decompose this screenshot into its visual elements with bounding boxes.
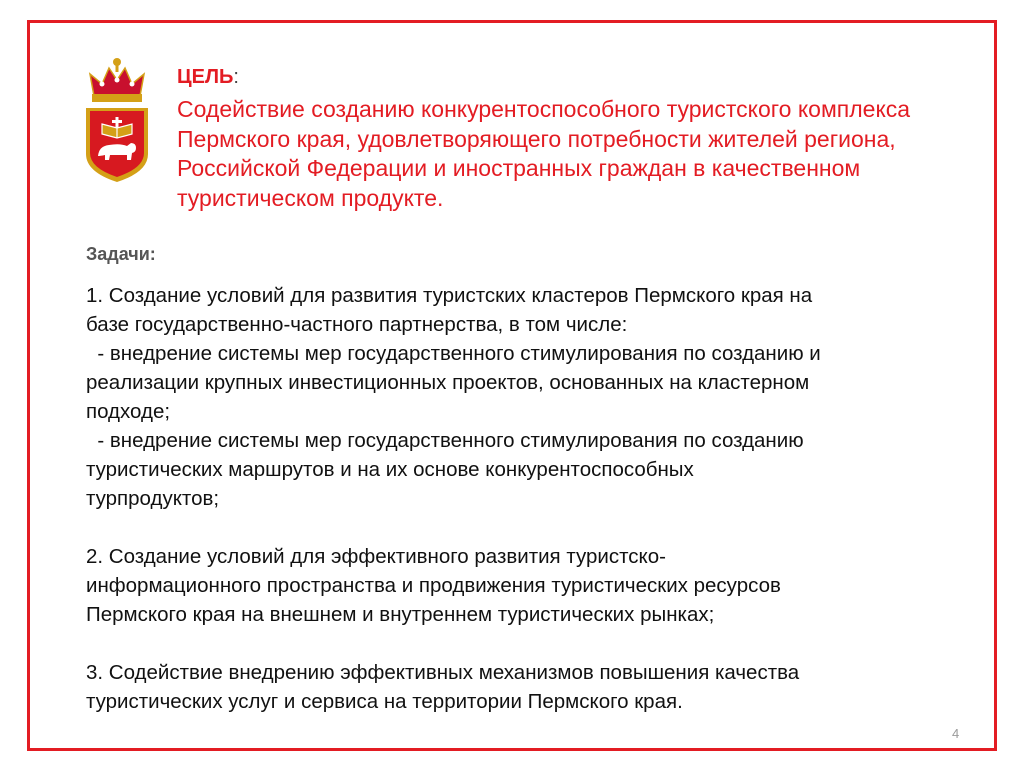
task-line: Пермского края на внешнем и внутреннем туристических рынках; (86, 603, 715, 626)
task-line: подходе; (86, 400, 171, 423)
task-line: - внедрение системы мер государственного стимулирования по созданию (86, 429, 804, 452)
goal-line: Пермского края, удовлетворяющего потребности жителей региона, (177, 125, 896, 152)
task-line: информационного пространства и продвижения туристических ресурсов (86, 574, 781, 597)
goal-line: туристическом продукте. (177, 184, 444, 211)
task-line: реализации крупных инвестиционных проектов, основанных на кластерном (86, 371, 810, 394)
task-item-1 (86, 281, 986, 513)
goal-line: Содействие созданию конкурентоспособного туристского комплекса (177, 96, 911, 122)
tasks-list (86, 281, 986, 716)
task-item-3 (86, 658, 986, 716)
task-line: 1. Создание условий для развития туристских кластеров Пермского края на (86, 284, 813, 307)
task-line: 2. Создание условий для эффективного развития туристско- (86, 545, 666, 568)
perm-krai-coat-of-arms-icon (80, 56, 154, 184)
task-line: турпродуктов; (86, 487, 220, 510)
task-line: туристических маршрутов и на их основе конкурентоспособных (86, 458, 694, 481)
task-line: - внедрение системы мер государственного стимулирования по созданию и (86, 342, 821, 365)
task-line: 3. Содействие внедрению эффективных механизмов повышения качества (86, 661, 800, 684)
goal-line: Российской Федерации и иностранных граждан в качественном (177, 155, 861, 181)
goal-label: ЦЕЛЬ: (177, 66, 239, 88)
goal-text (177, 95, 997, 213)
task-line: туристических услуг и сервиса на территории Пермского края. (86, 690, 683, 713)
task-line: базе государственно-частного партнерства, в том числе: (86, 313, 628, 336)
page-number: 4 (952, 726, 960, 741)
tasks-heading: Задачи: (86, 244, 156, 264)
task-item-2 (86, 542, 986, 629)
